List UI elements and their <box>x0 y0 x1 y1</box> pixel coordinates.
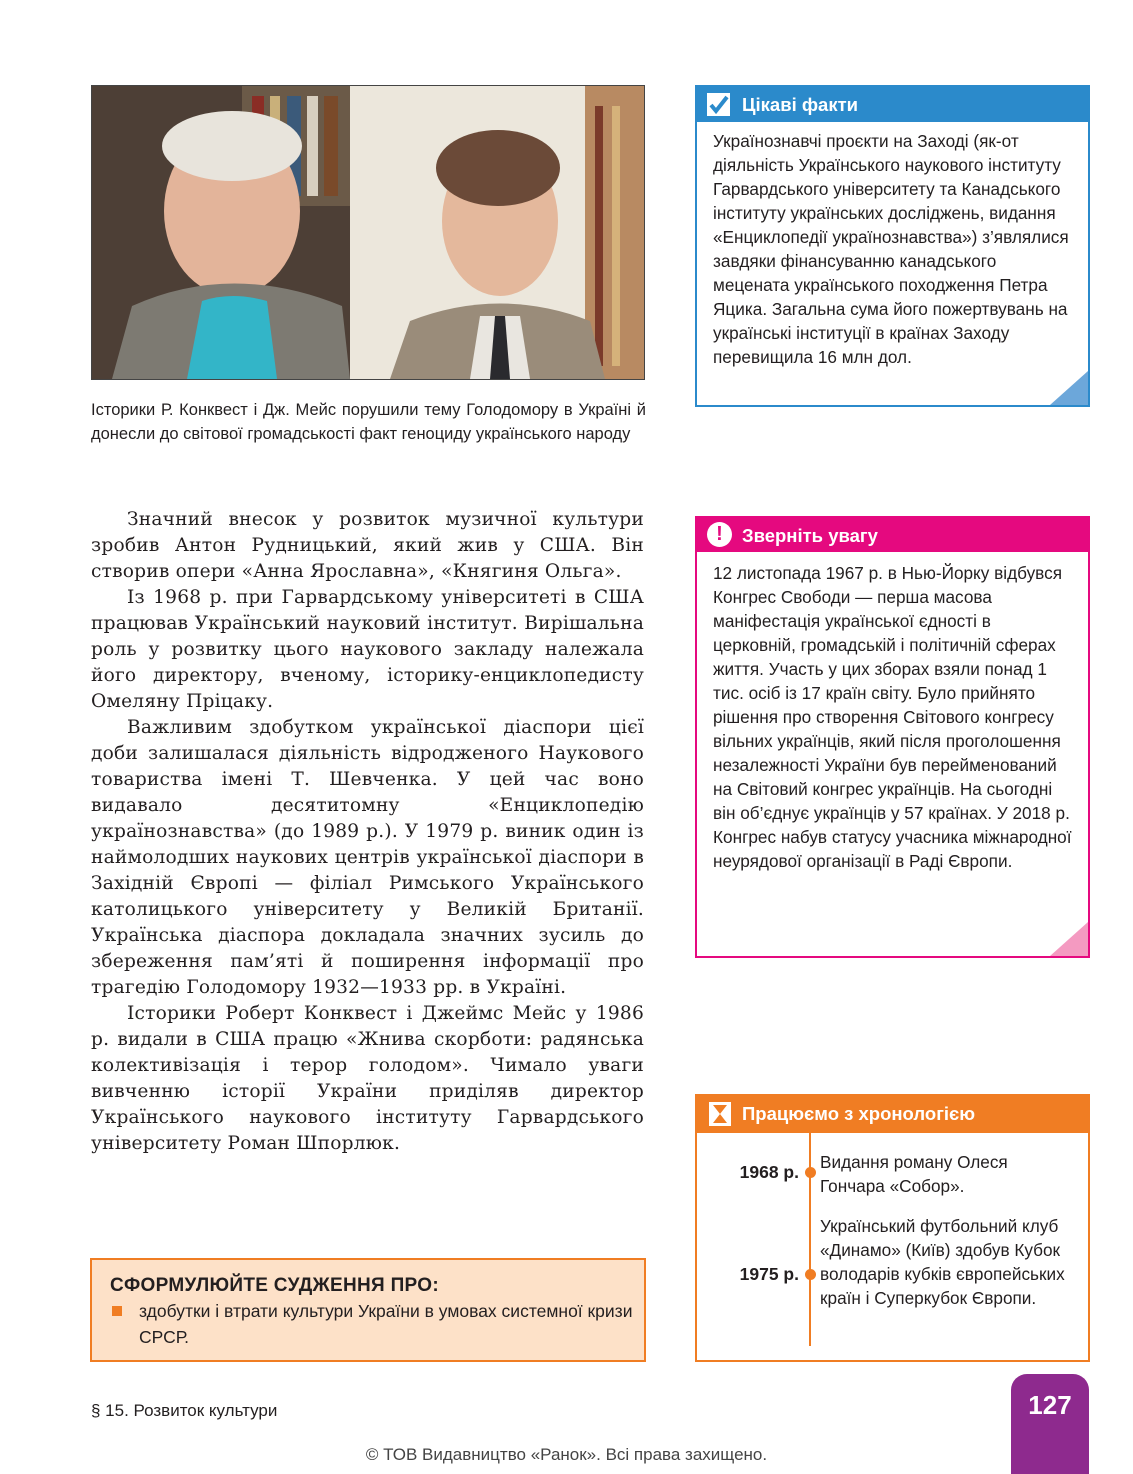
facts-text: Українознавчі проєкти на Заході (як-от діяльність Українського наукового інституту Гарвардського університету та Канадського інституту українських досліджень, видання «Енциклопедії українознавства») з’являлися завдяки фінансуванню канадського мецената українського походження Петра Яцика. Загальна сума його пожертвувань на українські інституції в країнах Заходу перевищила 16 млн дол. <box>713 131 1069 367</box>
timeline-year: 1975 р. <box>739 1264 799 1284</box>
photo-mace <box>350 86 644 379</box>
attention-header <box>697 518 1088 552</box>
chronology-box <box>695 1094 1090 1362</box>
section-title: § 15. Розвиток культури <box>91 1401 278 1420</box>
attention-box <box>695 516 1090 958</box>
timeline-dot <box>805 1269 816 1280</box>
timeline-event: Видання роману Олеся Гончара «Собор». <box>820 1152 1008 1196</box>
timeline-year: 1968 р. <box>739 1162 799 1182</box>
hourglass-icon <box>709 1102 731 1126</box>
page-number: 127 <box>1028 1390 1072 1420</box>
facts-title: Цікаві факти <box>742 94 859 115</box>
paragraph: Історики Роберт Конквест і Джеймс Мейс у 1986 р. видали в США працю «Жнива скорботи: радянська колективізація і терор голодом». Чимало уваги вивченню історії України приділяв директор Українського наукового інституту Гарвардського університету Роман Шпорлюк. <box>91 1003 644 1154</box>
chronology-title: Працюємо з хронологією <box>742 1103 976 1124</box>
paragraph: Із 1968 р. при Гарвардському університеті в США працював Український науковий інститут. Вирішальна роль у розвитку цього наукового закладу належала його директору, вченому, історику-енциклопедисту Омеляну Пріцаку. <box>91 587 644 712</box>
paragraph: Важливим здобутком української діаспори цієї доби залишалася діяльність відродженого Наукового товариства імені Т. Шевченка. У цей час воно видавало десятитомну «Енциклопедію українознавства» (до 1989 р.). У 1979 р. виник один із наймолодших наукових центрів української діаспори в Західній Європі — філіал Римського Українського католицького університету у Великій Британії. Українська діаспора докладала значних зусиль до збереження пам’яті й поширення інформації про трагедію Голодомору 1932—1933 рр. в Україні. <box>91 717 644 998</box>
copyright-notice: © ТОВ Видавництво «Ранок». Всі права захищено. <box>365 1445 768 1464</box>
bullet-square-icon <box>112 1306 122 1316</box>
corner-decoration <box>1050 371 1088 405</box>
exclamation-icon: ! <box>707 522 732 547</box>
photo-conquest <box>92 86 350 379</box>
task-item: здобутки і втрати культури України в умовах системної кризи СРСР. <box>139 1301 633 1347</box>
chronology-header <box>697 1096 1088 1133</box>
timeline-dot <box>805 1167 816 1178</box>
facts-box <box>695 85 1090 407</box>
checkmark-icon <box>707 93 730 116</box>
corner-decoration <box>1050 922 1088 956</box>
attention-text: 12 листопада 1967 р. в Нью-Йорку відбувся Конгрес Свободи — перша масова маніфестація української єдності в церковній, громадській і політичній сферах життя. Участь у цих зборах взяли понад 1 тис. осіб із 17 країн світу. Було прийнято рішення про створення Світового конгресу вільних українців, який після проголошення незалежності України був перейменований на Світовий конгрес українців. На сьогодні він об’єднує українців у 57 країнах. У 2018 р. Конгрес набув статусу учасника міжнародної неурядової організації в Раді Європи. <box>713 563 1072 871</box>
main-text <box>91 507 644 1157</box>
facts-header <box>697 87 1088 122</box>
task-box <box>90 1258 646 1362</box>
historians-photo <box>91 85 645 380</box>
task-title: СФОРМУЛЮЙТЕ СУДЖЕННЯ ПРО: <box>110 1275 439 1296</box>
paragraph: Значний внесок у розвиток музичної культури зробив Антон Рудницький, який жив у США. Він створив опери «Анна Ярославна», «Княгиня Ольга». <box>91 509 644 582</box>
timeline-event: Український футбольний клуб «Динамо» (Київ) здобув Кубок володарів кубків європейських країн і Суперкубок Європи. <box>820 1216 1065 1308</box>
attention-title: Зверніть увагу <box>742 525 878 546</box>
timeline-line <box>809 1133 811 1346</box>
photo-caption: Історики Р. Конквест і Дж. Мейс порушили тему Голодомору в Україні й донесли до світової громадськості факт геноциду українського народу <box>91 401 646 443</box>
